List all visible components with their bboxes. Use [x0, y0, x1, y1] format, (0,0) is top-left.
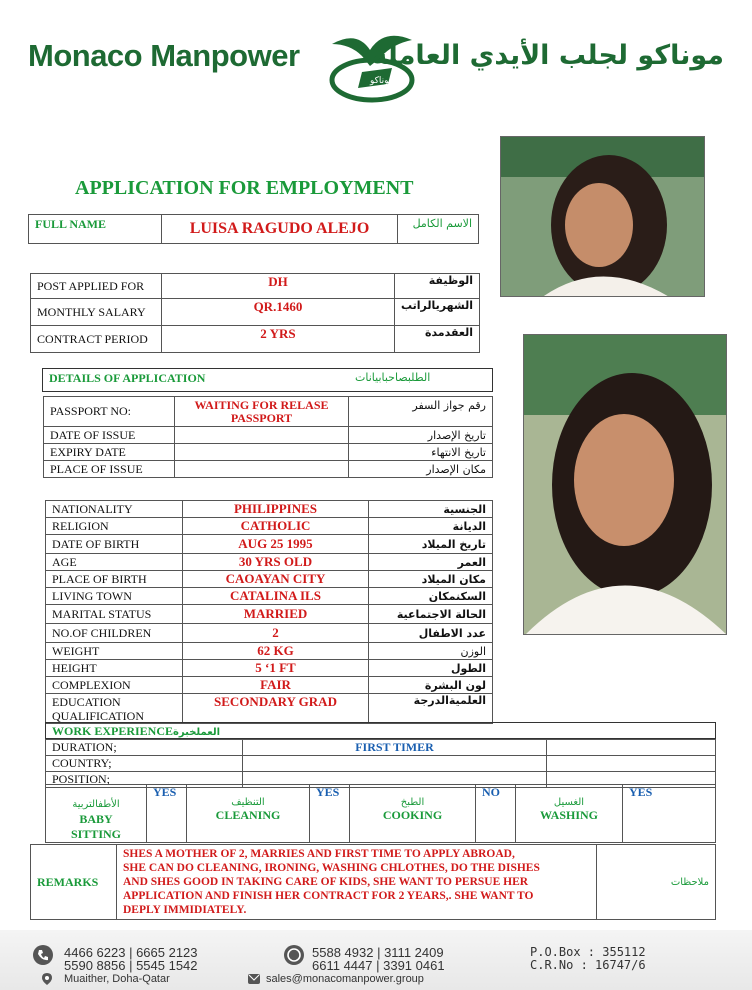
skill-washing-en: WASHING	[539, 808, 598, 822]
height-label-ar: الطول	[369, 660, 493, 677]
complexion-label-ar: لون البشرة	[369, 677, 493, 694]
remarks-table	[30, 844, 716, 920]
footer-phone: 6611 4447	[312, 958, 373, 973]
town-value: CATALINA ILS	[183, 588, 369, 605]
post-label: POST APPLIED FOR	[31, 274, 162, 299]
remarks-line: DEPLY IMMIDIATELY.	[123, 904, 247, 916]
skill-babysitting-ar: الأطفالتربية	[72, 799, 120, 810]
work-experience-label-ar: العملخبرة	[173, 727, 221, 738]
footer-phone: 3111 2409	[384, 945, 444, 960]
skill-washing-answer: YES	[623, 785, 716, 843]
issue-place-label-ar: مكان الإصدار	[349, 461, 493, 478]
age-label-ar: العمر	[369, 554, 493, 571]
footer-email[interactable]: sales@monacomanpower.group	[266, 973, 424, 985]
skill-cleaning-ar: التنظيف	[231, 797, 265, 808]
skill-babysitting-en: BABY SITTING	[70, 812, 122, 841]
dob-label: DATE OF BIRTH	[46, 535, 183, 554]
footer: 4466 6223 | 6665 2123 5590 8856 | 5545 1542 5588 4932 | 3111 2409 6611 4447 | 3391 0461 P.O.Box : 355112 C.R.No : 16747/6 Muaither, Doha-Qatar sales@monacomanpower.group	[0, 930, 752, 990]
children-label-ar: عدد الاطفال	[369, 624, 493, 643]
skill-cleaning-label	[187, 785, 310, 843]
contract-label-ar: العقدمدة	[395, 326, 480, 353]
pob-label-ar: مكان الميلاد	[369, 571, 493, 588]
children-value: 2	[183, 624, 369, 643]
footer-pobox: P.O.Box : 355112	[530, 945, 646, 959]
salary-label: MONTHLY SALARY	[31, 299, 162, 326]
dob-label-ar: تاريخ الميلاد	[369, 535, 493, 554]
height-label: HEIGHT	[46, 660, 183, 677]
personal-table	[45, 500, 493, 724]
portrait-icon	[501, 137, 705, 297]
religion-label-ar: الديانة	[369, 518, 493, 535]
town-label-ar: السكنمكان	[369, 588, 493, 605]
work-experience-label	[52, 724, 220, 739]
full-name-label: FULL NAME	[29, 215, 162, 244]
applicant-photo-large	[523, 334, 727, 635]
pob-value: CAOAYAN CITY	[183, 571, 369, 588]
issue-date-label: DATE OF ISSUE	[44, 427, 175, 444]
full-name-value: LUISA RAGUDO ALEJO	[162, 215, 398, 244]
footer-phone: 6665 2123	[136, 945, 198, 960]
footer-phone: 5545 1542	[136, 958, 198, 973]
marital-value: MARRIED	[183, 605, 369, 624]
location-pin-icon	[40, 972, 54, 986]
marital-label: MARITAL STATUS	[46, 605, 183, 624]
portrait-icon	[524, 335, 727, 635]
contract-label: CONTRACT PERIOD	[31, 326, 162, 353]
skill-babysitting-label	[46, 785, 147, 843]
whatsapp-icon	[283, 944, 305, 966]
position-label: POSITION;	[46, 772, 243, 788]
religion-label: RELIGION	[46, 518, 183, 535]
remarks-text	[117, 845, 597, 920]
pob-label: PLACE OF BIRTH	[46, 571, 183, 588]
nationality-label-ar: الجنسية	[369, 501, 493, 518]
footer-phone: 4466 6223	[64, 945, 126, 960]
weight-label: WEIGHT	[46, 643, 183, 660]
applicant-photo-small	[500, 136, 705, 297]
remarks-line: SHES A MOTHER OF 2, MARRIES AND FIRST TIME TO APPLY ABROAD,	[123, 848, 515, 860]
company-name-english: Monaco Manpower	[28, 38, 300, 73]
footer-phone: 5590 8856	[64, 958, 126, 973]
post-label-ar: الوظيفة	[395, 274, 480, 299]
country-extra	[547, 756, 716, 772]
post-table	[30, 273, 480, 353]
issue-date-value	[175, 427, 349, 444]
age-value: 30 YRS OLD	[183, 554, 369, 571]
complexion-label: COMPLEXION	[46, 677, 183, 694]
remarks-label-ar: ملاحظات	[597, 845, 716, 920]
footer-phone: 5588 4932	[312, 945, 374, 960]
duration-extra	[547, 740, 716, 756]
full-name-table	[28, 214, 479, 244]
salary-value: QR.1460	[161, 299, 394, 326]
details-header-label: DETAILS OF APPLICATION	[49, 371, 206, 385]
passport-label-ar: رقم جواز السفر	[349, 397, 493, 427]
skill-cooking-en: COOKING	[382, 808, 443, 822]
age-label: AGE	[46, 554, 183, 571]
skill-babysitting-answer: YES	[147, 785, 187, 843]
work-experience-header	[45, 722, 716, 739]
full-name-label-ar: الاسم الكامل	[398, 215, 479, 244]
weight-value: 62 KG	[183, 643, 369, 660]
details-header	[42, 368, 493, 392]
skill-cooking-answer: NO	[476, 785, 516, 843]
nationality-value: PHILIPPINES	[183, 501, 369, 518]
skill-cleaning-en: CLEANING	[215, 808, 281, 822]
skills-table	[45, 784, 716, 843]
expiry-date-value	[175, 444, 349, 461]
country-label: COUNTRY;	[46, 756, 243, 772]
post-value: DH	[161, 274, 394, 299]
remarks-line: SHE CAN DO CLEANING, IRONING, WASHING CHLOTHES, DO THE DISHES	[123, 862, 540, 874]
religion-value: CATHOLIC	[183, 518, 369, 535]
email-icon	[247, 973, 261, 985]
skill-cooking-label	[350, 785, 476, 843]
logo-text: موناكو	[370, 76, 394, 86]
passport-table	[43, 396, 493, 478]
children-label: NO.OF CHILDREN	[46, 624, 183, 643]
remarks-label: REMARKS	[31, 845, 117, 920]
issue-place-label: PLACE OF ISSUE	[44, 461, 175, 478]
duration-label: DURATION;	[46, 740, 243, 756]
phone-icon	[32, 944, 54, 966]
work-experience-label-en: WORK EXPERIENCE	[52, 724, 174, 738]
skill-washing-label	[516, 785, 623, 843]
skill-cooking-ar: الطبخ	[400, 797, 425, 808]
remarks-line: APPLICATION AND FINISH HER CONTRACT FOR 2 YEARS,. SHE WANT TO	[123, 890, 534, 902]
contract-value: 2 YRS	[161, 326, 394, 353]
duration-value: FIRST TIMER	[243, 740, 547, 756]
town-label: LIVING TOWN	[46, 588, 183, 605]
expiry-date-label-ar: تاريخ الانتهاء	[349, 444, 493, 461]
education-value: SECONDARY GRAD	[183, 694, 369, 724]
issue-date-label-ar: تاريخ الإصدار	[349, 427, 493, 444]
form-title: APPLICATION FOR EMPLOYMENT	[75, 177, 414, 199]
footer-crno: C.R.No : 16747/6	[530, 958, 646, 972]
skill-cleaning-answer: YES	[310, 785, 350, 843]
remarks-line: AND SHES GOOD IN TAKING CARE OF KIDS, SHE WANT TO PERSUE HER	[123, 876, 529, 888]
education-label: EDUCATION QUALIFICATION	[46, 694, 183, 724]
passport-label: PASSPORT NO:	[44, 397, 175, 427]
marital-label-ar: الحالة الاجتماعية	[369, 605, 493, 624]
education-label-ar: العلميةالدرجة	[369, 694, 493, 724]
height-value: 5 ‘1 FT	[183, 660, 369, 677]
company-name-arabic: موناكو لجلب الأيدي العاملة	[371, 40, 724, 71]
weight-label-ar: الوزن	[369, 643, 493, 660]
work-experience-table	[45, 739, 716, 788]
issue-place-value	[175, 461, 349, 478]
details-header-label-ar: الطلبصاحبابيانات	[355, 371, 431, 384]
salary-label-ar: الشهريالراتب	[395, 299, 480, 326]
footer-phone: 3391 0461	[383, 958, 445, 973]
passport-value: WAITING FOR RELASE PASSPORT	[175, 397, 349, 427]
dob-value: AUG 25 1995	[183, 535, 369, 554]
skill-washing-ar: الغسيل	[553, 797, 585, 808]
footer-address: Muaither, Doha-Qatar	[64, 973, 170, 985]
nationality-label: NATIONALITY	[46, 501, 183, 518]
complexion-value: FAIR	[183, 677, 369, 694]
country-value	[243, 756, 547, 772]
expiry-date-label: EXPIRY DATE	[44, 444, 175, 461]
